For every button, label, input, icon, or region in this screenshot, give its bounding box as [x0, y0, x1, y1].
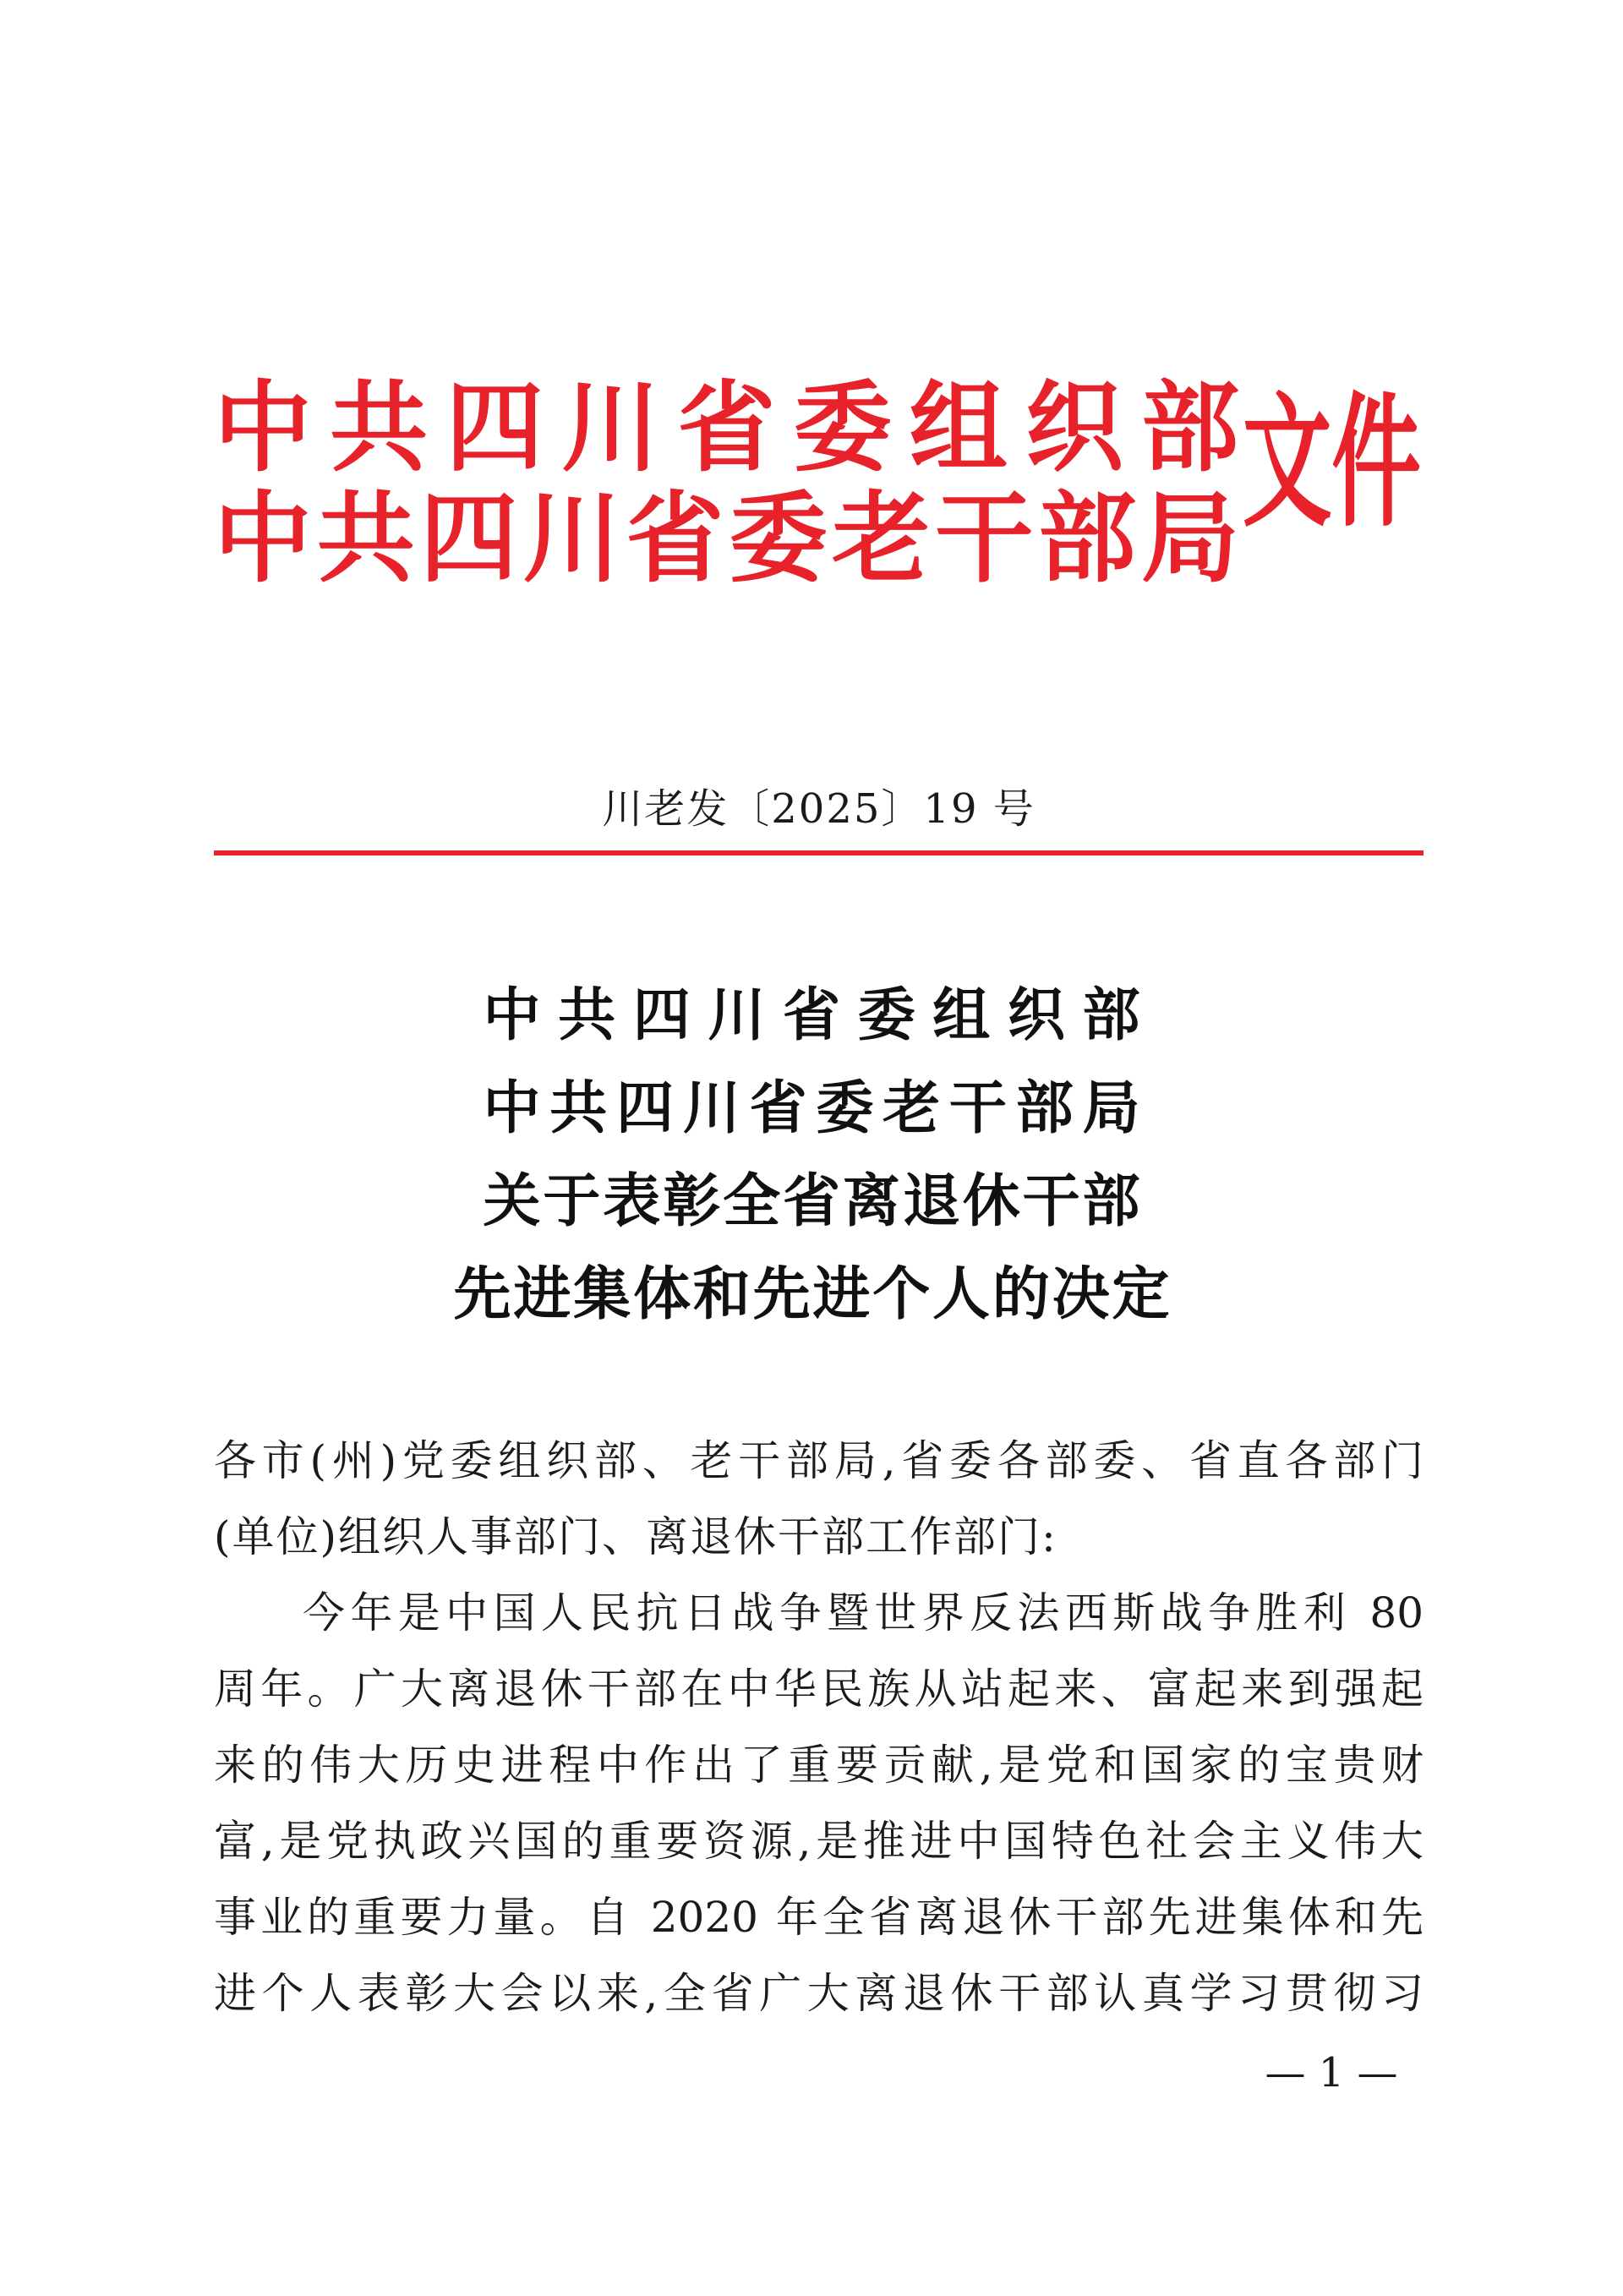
title-line: 中共四川省委老干部局 [483, 1074, 1140, 1142]
issuer-line-veteran-cadres-bureau: 中共四川省委老干部局 [214, 481, 1239, 596]
salutation-line: 各市(州)党委组织部、老干部局,省委各部委、省直各部门 [214, 1436, 1424, 1485]
body-text-line: 来的伟大历史进程中作出了重要贡献,是党和国家的宝贵财 [214, 1741, 1424, 1790]
body-text-line: 事业的重要力量。自 2020 年全省离退休干部先进集体和先 [214, 1893, 1424, 1942]
document-title [0, 969, 1623, 1341]
body-text-line: 今年是中国人民抗日战争暨世界反法西斯战争胜利 80 [303, 1588, 1424, 1637]
title-line: 关于表彰全省离退休干部 [483, 1167, 1140, 1235]
salutation-line: (单位)组织人事部门、离退休干部工作部门: [214, 1512, 1057, 1561]
document-suffix: 文件 [1243, 378, 1421, 547]
issuer-line-organization-department: 中共四川省委组织部 [214, 370, 1239, 485]
title-line: 先进集体和先进个人的决定 [453, 1260, 1170, 1328]
body-text-line: 周年。广大离退休干部在中华民族从站起来、富起来到强起 [214, 1665, 1424, 1714]
document-body [214, 1423, 1424, 2031]
page-number: — 1 — [1265, 2049, 1398, 2096]
body-text-line: 进个人表彰大会以来,全省广大离退休干部认真学习贯彻习 [214, 1969, 1424, 2018]
red-divider-line [214, 850, 1424, 856]
document-number: 川老发〔2025〕19 号 [602, 785, 1036, 833]
title-line: 中共四川省委组织部 [483, 981, 1140, 1049]
body-text-line: 富,是党执政兴国的重要资源,是推进中国特色社会主义伟大 [214, 1817, 1424, 1866]
